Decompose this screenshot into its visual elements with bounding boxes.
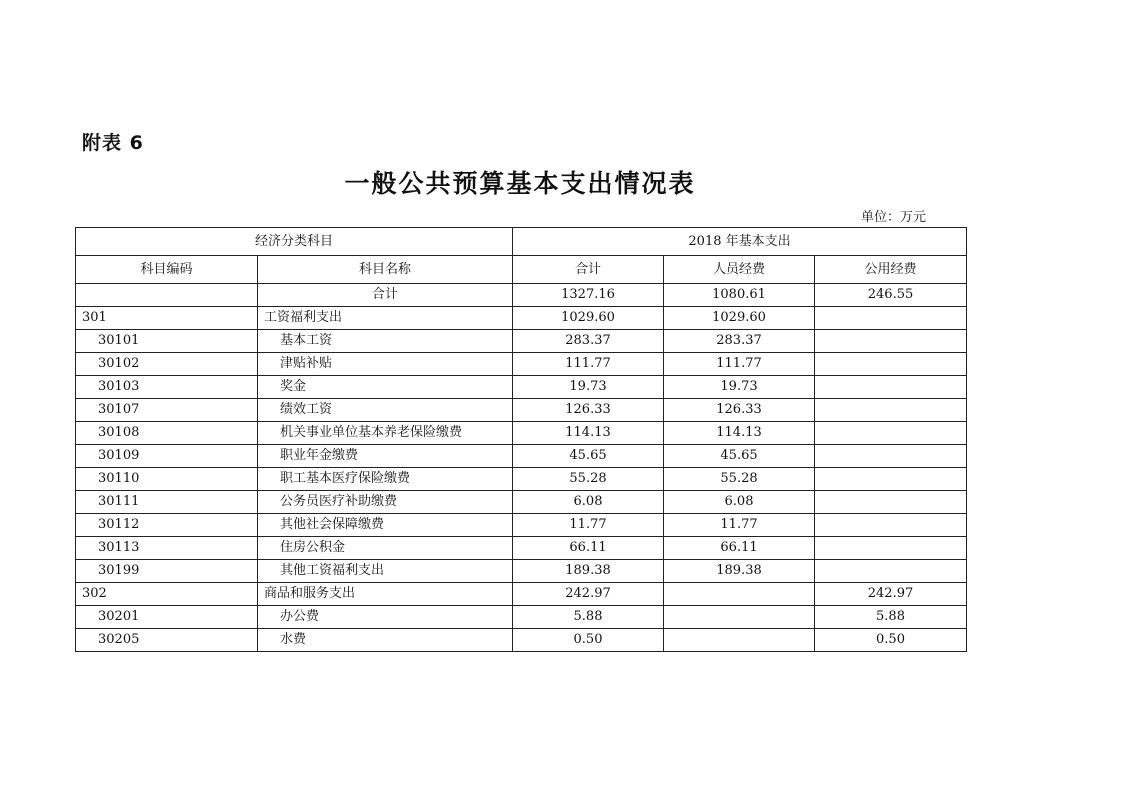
total-cell: 126.33 [513, 399, 664, 422]
name-cell: 基本工资 [258, 330, 513, 353]
name-cell: 机关事业单位基本养老保险缴费 [258, 422, 513, 445]
total-cell: 66.11 [513, 537, 664, 560]
table-row [76, 330, 967, 353]
total-cell: 111.77 [513, 353, 664, 376]
public-cell: 242.97 [815, 583, 967, 606]
table-row [76, 514, 967, 537]
table-row [76, 606, 967, 629]
table-row [76, 491, 967, 514]
personnel-cell: 66.11 [664, 537, 815, 560]
personnel-cell: 126.33 [664, 399, 815, 422]
public-cell [815, 422, 967, 445]
public-cell [815, 468, 967, 491]
total-cell: 283.37 [513, 330, 664, 353]
table-row [76, 399, 967, 422]
total-row [76, 284, 967, 307]
name-cell: 住房公积金 [258, 537, 513, 560]
code-cell: 30108 [76, 422, 258, 445]
total-cell: 242.97 [513, 583, 664, 606]
total-cell: 5.88 [513, 606, 664, 629]
name-cell: 其他社会保障缴费 [258, 514, 513, 537]
public-cell [815, 537, 967, 560]
table-row [76, 537, 967, 560]
name-cell: 商品和服务支出 [258, 583, 513, 606]
code-cell: 301 [76, 307, 258, 330]
total-cell: 55.28 [513, 468, 664, 491]
code-cell: 30111 [76, 491, 258, 514]
personnel-cell: 6.08 [664, 491, 815, 514]
code-cell: 30199 [76, 560, 258, 583]
page-title: 一般公共预算基本支出情况表 [344, 169, 696, 198]
public-cell [815, 307, 967, 330]
personnel-cell: 114.13 [664, 422, 815, 445]
unit-label: 单位：万元 [860, 210, 926, 225]
code-cell: 30101 [76, 330, 258, 353]
table-row [76, 353, 967, 376]
code-cell: 30107 [76, 399, 258, 422]
name-cell: 工资福利支出 [258, 307, 513, 330]
personnel-cell: 189.38 [664, 560, 815, 583]
table-row [76, 307, 967, 330]
col-header-public: 公用经费 [815, 256, 967, 284]
code-cell: 30205 [76, 629, 258, 652]
public-cell [815, 514, 967, 537]
code-cell: 30102 [76, 353, 258, 376]
name-cell: 公务员医疗补助缴费 [258, 491, 513, 514]
name-cell: 津贴补贴 [258, 353, 513, 376]
total-cell: 11.77 [513, 514, 664, 537]
table-row [76, 583, 967, 606]
total-code-cell [76, 284, 258, 307]
personnel-cell: 11.77 [664, 514, 815, 537]
header-columns-row [76, 256, 967, 284]
total-cell: 6.08 [513, 491, 664, 514]
name-cell: 绩效工资 [258, 399, 513, 422]
table-row [76, 422, 967, 445]
name-cell: 职工基本医疗保险缴费 [258, 468, 513, 491]
personnel-cell: 45.65 [664, 445, 815, 468]
personnel-cell: 55.28 [664, 468, 815, 491]
table-row [76, 468, 967, 491]
personnel-cell [664, 583, 815, 606]
total-cell: 19.73 [513, 376, 664, 399]
total-cell: 45.65 [513, 445, 664, 468]
budget-table [75, 227, 967, 652]
total-personnel-cell: 1080.61 [664, 284, 815, 307]
public-cell: 0.50 [815, 629, 967, 652]
public-cell [815, 376, 967, 399]
header-2018-basic-expenditure: 2018 年基本支出 [513, 228, 967, 256]
table-row [76, 445, 967, 468]
public-cell [815, 560, 967, 583]
code-cell: 30110 [76, 468, 258, 491]
code-cell: 302 [76, 583, 258, 606]
col-header-name: 科目名称 [258, 256, 513, 284]
personnel-cell: 19.73 [664, 376, 815, 399]
total-name-cell: 合计 [258, 284, 513, 307]
code-cell: 30109 [76, 445, 258, 468]
public-cell: 5.88 [815, 606, 967, 629]
public-cell [815, 399, 967, 422]
total-public-cell: 246.55 [815, 284, 967, 307]
public-cell [815, 445, 967, 468]
total-cell: 0.50 [513, 629, 664, 652]
code-cell: 30201 [76, 606, 258, 629]
name-cell: 水费 [258, 629, 513, 652]
total-cell: 1029.60 [513, 307, 664, 330]
table-row [76, 376, 967, 399]
personnel-cell: 111.77 [664, 353, 815, 376]
name-cell: 职业年金缴费 [258, 445, 513, 468]
personnel-cell: 1029.60 [664, 307, 815, 330]
attachment-label: 附表 6 [82, 132, 144, 154]
table-row [76, 629, 967, 652]
name-cell: 办公费 [258, 606, 513, 629]
code-cell: 30112 [76, 514, 258, 537]
name-cell: 奖金 [258, 376, 513, 399]
table-row [76, 560, 967, 583]
total-cell: 114.13 [513, 422, 664, 445]
header-group-row [76, 228, 967, 256]
header-economic-category: 经济分类科目 [76, 228, 513, 256]
total-cell: 189.38 [513, 560, 664, 583]
col-header-code: 科目编码 [76, 256, 258, 284]
col-header-total: 合计 [513, 256, 664, 284]
public-cell [815, 330, 967, 353]
col-header-personnel: 人员经费 [664, 256, 815, 284]
public-cell [815, 491, 967, 514]
total-total-cell: 1327.16 [513, 284, 664, 307]
public-cell [815, 353, 967, 376]
code-cell: 30103 [76, 376, 258, 399]
personnel-cell: 283.37 [664, 330, 815, 353]
code-cell: 30113 [76, 537, 258, 560]
name-cell: 其他工资福利支出 [258, 560, 513, 583]
personnel-cell [664, 606, 815, 629]
personnel-cell [664, 629, 815, 652]
